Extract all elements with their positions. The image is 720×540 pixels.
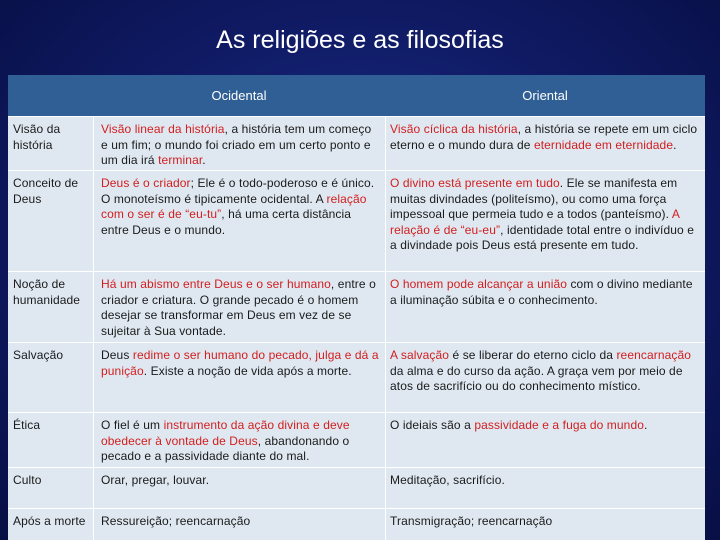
highlighted-text: A salvação [390, 348, 450, 362]
row-label: Após a morte [13, 514, 86, 528]
text-segment: Orar, pregar, louvar. [101, 473, 210, 487]
oriental-cell [390, 122, 700, 153]
highlighted-text: reencarnação [616, 348, 692, 362]
highlighted-text: relação com o ser é de “eu-tu” [101, 191, 367, 221]
highlighted-text: Há um abismo entre Deus e o ser humano [101, 277, 331, 291]
occidental-cell [101, 122, 379, 169]
text-segment: , abandonando o pecado e a passividade diante do mal. [101, 433, 350, 463]
text-segment: , entre o criador e criatura. O grande pecado é o homem desejar se transformar em Deus em vez de se sujeitar à Sua vontade. [101, 277, 376, 338]
text-segment: Meditação, sacrifício. [390, 473, 505, 487]
occidental-cell [101, 176, 379, 238]
highlighted-text: Deus é o criador [101, 176, 191, 190]
oriental-cell [390, 277, 700, 308]
text-segment: Deus [101, 348, 133, 362]
text-segment: . Ele se manifesta em muitas divindades (politeísmo), ou como uma força impessoal que permeia tudo e a todos (panteísmo). [390, 176, 678, 221]
occidental-cell [101, 514, 379, 530]
occidental-cell [101, 277, 379, 339]
row-label: Ética [13, 418, 41, 432]
row-label: Visão da história [13, 122, 61, 152]
text-segment: Transmigração; reencarnação [390, 514, 553, 528]
table-row [8, 509, 705, 540]
table-header-row [8, 75, 705, 117]
oriental-cell [390, 514, 700, 530]
highlighted-text: O divino está presente em tudo [390, 176, 560, 190]
oriental-cell [390, 473, 700, 489]
table-row [8, 413, 705, 468]
text-segment: , a história se repete em um ciclo eterno e o mundo dura de [390, 122, 698, 152]
text-segment: ; Ele é o todo-poderoso e é único. O monoteísmo é tipicamente ocidental. A [101, 176, 375, 206]
text-segment: . Existe a noção de vida após a morte. [143, 363, 352, 378]
slide-title: As religiões e as filosofias [216, 26, 504, 54]
row-label: Culto [13, 473, 42, 487]
header-oriental: Oriental [522, 88, 568, 103]
highlighted-text: eternidade em eternidade [533, 137, 674, 152]
highlighted-text: terminar [158, 153, 203, 167]
text-segment: O fiel é um [101, 418, 164, 432]
text-segment: . [644, 418, 648, 432]
text-segment: , há uma certa distância entre Deus e o mundo. [101, 207, 352, 237]
highlighted-text: redime o ser humano do pecado, julga e dá a punição [101, 348, 379, 378]
comparison-table [8, 75, 705, 540]
row-label: Conceito de Deus [13, 176, 79, 206]
occidental-cell [101, 473, 379, 489]
text-segment: O ideiais são a [390, 418, 475, 432]
text-segment: . [202, 153, 206, 167]
highlighted-text: passividade e a fuga do mundo [474, 418, 644, 432]
table-row [8, 117, 705, 171]
highlighted-text: Visão linear da história [101, 122, 225, 136]
row-label: Salvação [13, 348, 64, 362]
oriental-cell [390, 348, 700, 395]
text-segment: . [673, 137, 677, 152]
table-row [8, 343, 705, 413]
header-occidental: Ocidental [211, 88, 267, 103]
highlighted-text: instrumento da ação divina e deve obedecer à vontade de Deus [101, 418, 350, 448]
text-segment: Ressureição; reencarnação [101, 514, 251, 528]
text-segment: da alma e do curso da ação. A graça vem por meio de atos de sacrifício ou do conhecimento místico. [390, 363, 683, 393]
text-segment: , a história tem um começo e um fim; o mundo foi criado em um certo ponto e um dia irá [101, 122, 372, 167]
occidental-cell [101, 418, 379, 465]
highlighted-text: O homem pode alcançar a união [390, 277, 568, 291]
oriental-cell [390, 418, 700, 434]
text-segment: , identidade total entre o indivíduo e a divindade pois Deus está presente em tudo. [390, 222, 695, 252]
table-row [8, 272, 705, 343]
table-row [8, 171, 705, 272]
row-label: Noção de humanidade [13, 277, 81, 307]
table-row [8, 468, 705, 509]
highlighted-text: Visão cíclica da história [390, 122, 518, 136]
oriental-cell [390, 176, 700, 254]
highlighted-text: A relação é de “eu-eu” [390, 207, 680, 237]
text-segment: é se liberar do eterno ciclo da [449, 348, 617, 362]
text-segment: com o divino mediante a iluminação súbita e o conhecimento. [390, 277, 693, 307]
occidental-cell [101, 348, 379, 379]
